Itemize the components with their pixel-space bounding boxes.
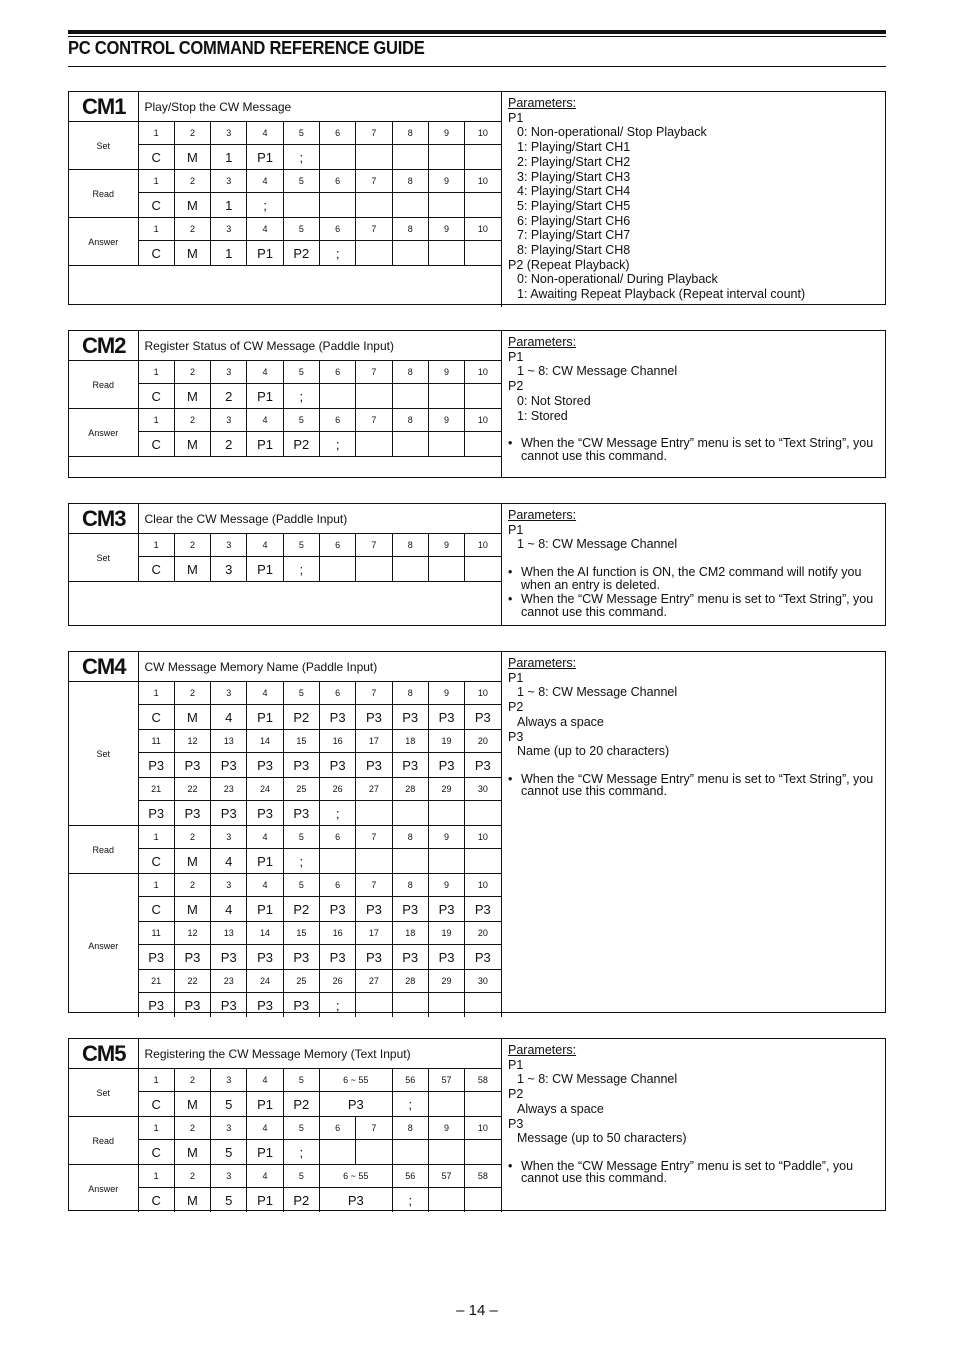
table-row: Read 1 2 3 4 5 6 7 8 9 10 [69,170,501,193]
row-label: Set [69,122,138,170]
cm3-section [68,503,886,626]
table-row: C M 4 P1 P2 P3 P3 P3 P3 P3 [69,897,501,922]
row-label: Answer [69,1165,138,1213]
command-code: CM2 [69,331,138,361]
command-code: CM3 [69,504,138,534]
cm5-section [68,1038,886,1211]
row-label: Read [69,361,138,409]
table-row: 11 12 13 14 15 16 17 18 19 20 [69,922,501,945]
table-row: 11 12 13 14 15 16 17 18 19 20 [69,730,501,753]
row-label: Read [69,170,138,218]
row-label: Answer [69,218,138,266]
row-label: Answer [69,409,138,457]
table-row: C M 5 P1 ; [69,1140,501,1165]
table-row: C M 2 P1 P2 ; [69,432,501,457]
cm2-table [69,331,502,478]
page-number: – 14 – [456,1302,498,1319]
table-row: Read 1 2 3 4 5 6 7 8 9 10 [69,1117,501,1140]
note: • When the “CW Message Entry” menu is set to “Text String”, you cannot use this command. [508,593,879,618]
command-description: Registering the CW Message Memory (Text Input) [138,1039,501,1069]
cm4-section [68,651,886,1013]
table-row: C M 2 P1 ; [69,384,501,409]
parameters-panel: Parameters: P1 1 ~ 8: CW Message Channel P2 Always a space P3 Message (up to 50 characters) • When the “CW Message Entry” menu is set to “Paddle”, you cannot use this command. [501,1039,885,1210]
header-rule-thin [68,36,886,37]
command-code: CM4 [69,652,138,682]
row-label: Set [69,1069,138,1117]
cm5-table [69,1039,502,1212]
table-row: Set 1 2 3 4 5 6 7 8 9 10 [69,682,501,705]
row-label: Set [69,534,138,582]
table-row: C M 4 P1 ; [69,849,501,874]
row-label: Read [69,826,138,874]
command-description: Clear the CW Message (Paddle Input) [138,504,501,534]
table-row: Answer 1 2 3 4 5 6 7 8 9 10 [69,218,501,241]
table-row: Answer 1 2 3 4 5 6 7 8 9 10 [69,874,501,897]
note: • When the “CW Message Entry” menu is set to “Paddle”, you cannot use this command. [508,1160,879,1185]
table-row: Set 1 2 3 4 5 6 7 8 9 10 [69,122,501,145]
row-label: Set [69,682,138,826]
cm1-table [69,92,502,307]
table-row: C M 4 P1 P2 P3 P3 P3 P3 P3 [69,705,501,730]
table-row: 21 22 23 24 25 26 27 28 29 30 [69,970,501,993]
cm2-section [68,330,886,478]
table-row: Answer 1 2 3 4 5 6 7 8 9 10 [69,409,501,432]
table-row: Answer 1 2 3 4 5 6 ~ 55 56 57 58 [69,1165,501,1188]
table-row: C M 3 P1 ; [69,557,501,582]
table-row: P3 P3 P3 P3 P3 ; [69,993,501,1018]
table-row: C M 5 P1 P2 P3 ; [69,1188,501,1213]
command-code: CM1 [69,92,138,122]
command-code: CM5 [69,1039,138,1069]
table-row: Set 1 2 3 4 5 6 7 8 9 10 [69,534,501,557]
cm4-table [69,652,502,1017]
table-row: P3 P3 P3 P3 P3 P3 P3 P3 P3 P3 [69,945,501,970]
parameters-panel: Parameters: P1 1 ~ 8: CW Message Channel • When the AI function is ON, the CM2 command will notify you when an entry is deleted. • When the “CW Message Entry” menu is set to “Text String”, you cannot use this command. [501,504,885,625]
cm1-section [68,91,886,305]
command-description: Play/Stop the CW Message [138,92,501,122]
title-rule [68,66,886,67]
page-title: PC CONTROL COMMAND REFERENCE GUIDE [68,38,425,58]
table-row: Read 1 2 3 4 5 6 7 8 9 10 [69,826,501,849]
table-row: 21 22 23 24 25 26 27 28 29 30 [69,778,501,801]
table-row: C M 5 P1 P2 P3 ; [69,1092,501,1117]
note: • When the AI function is ON, the CM2 command will notify you when an entry is deleted. [508,566,879,591]
parameters-panel: Parameters: P1 1 ~ 8: CW Message Channel P2 0: Not Stored 1: Stored • When the “CW Message Entry” menu is set to “Text String”, you cannot use this command. [501,331,885,477]
command-description: Register Status of CW Message (Paddle Input) [138,331,501,361]
row-label: Read [69,1117,138,1165]
table-row: Read 1 2 3 4 5 6 7 8 9 10 [69,361,501,384]
row-label: Answer [69,874,138,1018]
table-row: P3 P3 P3 P3 P3 P3 P3 P3 P3 P3 [69,753,501,778]
parameters-panel: Parameters: P1 1 ~ 8: CW Message Channel P2 Always a space P3 Name (up to 20 characters) • When the “CW Message Entry” menu is set to “Text String”, you cannot use this command. [501,652,885,1012]
command-description: CW Message Memory Name (Paddle Input) [138,652,501,682]
table-row: C M 1 P1 P2 ; [69,241,501,266]
header-rule-thick [68,30,886,34]
cm3-table [69,504,502,626]
table-row: C M 1 ; [69,193,501,218]
parameters-panel: Parameters: P1 0: Non-operational/ Stop Playback 1: Playing/Start CH1 2: Playing/Start CH2 3: Playing/Start CH3 4: Playing/Start CH4 5: Playing/Start CH5 6: Playing/Start CH6 7: Playing/Start CH7 8: Playing/Start CH8 P2 (Repeat Playback) 0: Non-operational/ During Playback 1: Awaiting Repeat Playback (Repeat interval count) [501,92,885,304]
table-row: C M 1 P1 ; [69,145,501,170]
note: • When the “CW Message Entry” menu is set to “Text String”, you cannot use this command. [508,437,879,462]
table-row: Set 1 2 3 4 5 6 ~ 55 56 57 58 [69,1069,501,1092]
table-row: P3 P3 P3 P3 P3 ; [69,801,501,826]
note: • When the “CW Message Entry” menu is set to “Text String”, you cannot use this command. [508,773,879,798]
